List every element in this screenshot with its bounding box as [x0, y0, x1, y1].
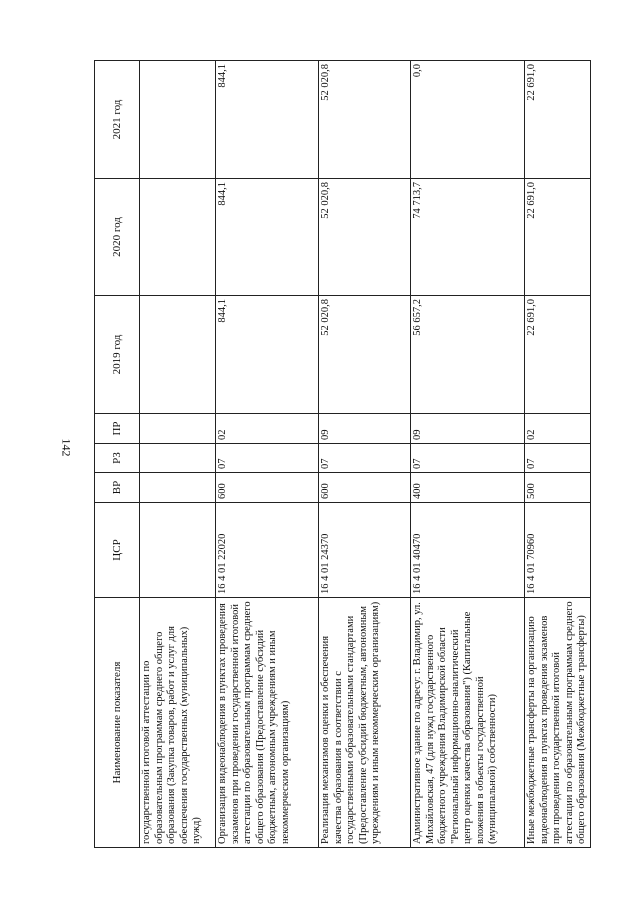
- row-name: Реализация механизмов оценки и обеспечения качества образования в соответствии с государственными образовательными стандартами (Предоставление субсидий бюджетным, автономным учреждениям и иным некоммерческим организациям): [319, 598, 411, 848]
- row-csr: 16 4 01 24370: [319, 503, 411, 598]
- row-pr: 02: [525, 414, 591, 444]
- row-name: государственной итоговой аттестации по образовательным программам среднего общего образования (Закупка товаров, работ и услуг для обеспечения государственных (муниципальных) нужд): [140, 598, 216, 848]
- table-row: [216, 61, 319, 848]
- rotated-page: [94, 61, 587, 848]
- header-name: Наименование показателя: [95, 598, 140, 848]
- row-2019: 56 657,2: [411, 296, 525, 414]
- row-2020: [140, 179, 216, 296]
- row-2020: 52 020,8: [319, 179, 411, 296]
- row-2019: 844,1: [216, 296, 319, 414]
- header-vr: ВР: [95, 473, 140, 503]
- header-2020: 2020 год: [95, 179, 140, 296]
- row-vr: 500: [525, 473, 591, 503]
- row-name: Административное здание по адресу: г. Владимир, ул. Михайловская, 47 (для нужд государственного бюджетного учреждения Владимирской области "Региональный информационно-аналитический центр оценки качества образования") (Капитальные вложения в объекты государственной (муниципальной) собственности): [411, 598, 525, 848]
- page-number: 142: [59, 438, 74, 457]
- row-pr: 02: [216, 414, 319, 444]
- row-2020: 844,1: [216, 179, 319, 296]
- row-2020: 74 713,7: [411, 179, 525, 296]
- header-2021: 2021 год: [95, 61, 140, 179]
- budget-table: [94, 60, 591, 848]
- header-pr: ПР: [95, 414, 140, 444]
- row-2021: 0,0: [411, 61, 525, 179]
- row-rz: 07: [216, 444, 319, 473]
- header-2019: 2019 год: [95, 296, 140, 414]
- row-rz: 07: [411, 444, 525, 473]
- row-vr: 600: [216, 473, 319, 503]
- row-rz: 07: [319, 444, 411, 473]
- row-2021: 22 691,0: [525, 61, 591, 179]
- row-2019: 22 691,0: [525, 296, 591, 414]
- row-2021: 52 020,8: [319, 61, 411, 179]
- table-header-row: [95, 61, 140, 848]
- row-csr: 16 4 01 40470: [411, 503, 525, 598]
- row-2021: [140, 61, 216, 179]
- row-rz: 07: [525, 444, 591, 473]
- row-2020: 22 691,0: [525, 179, 591, 296]
- row-2021: 844,1: [216, 61, 319, 179]
- row-2019: [140, 296, 216, 414]
- row-pr: 09: [411, 414, 525, 444]
- table-row: [411, 61, 525, 848]
- row-name: Иные межбюджетные трансферты на организацию видеонаблюдения в пунктах проведения экзаменов при проведении государственной итоговой аттестации по образовательным программам среднего общего образования (Межбюджетные трансферты): [525, 598, 591, 848]
- row-vr: [140, 473, 216, 503]
- table-row: [319, 61, 411, 848]
- row-csr: [140, 503, 216, 598]
- row-2019: 52 020,8: [319, 296, 411, 414]
- row-csr: 16 4 01 70960: [525, 503, 591, 598]
- row-csr: 16 4 01 22020: [216, 503, 319, 598]
- table-row: [525, 61, 591, 848]
- row-pr: [140, 414, 216, 444]
- row-pr: 09: [319, 414, 411, 444]
- row-name: Организация видеонаблюдения в пунктах проведения экзаменов при проведении государственной итоговой аттестации по образовательным программам среднего общего образования (Предоставление субсидий бюджетным, автономным учреждениям и иным некоммерческим организациям): [216, 598, 319, 848]
- row-rz: [140, 444, 216, 473]
- row-vr: 600: [319, 473, 411, 503]
- header-rz: РЗ: [95, 444, 140, 473]
- header-csr: ЦСР: [95, 503, 140, 598]
- table-row: [140, 61, 216, 848]
- row-vr: 400: [411, 473, 525, 503]
